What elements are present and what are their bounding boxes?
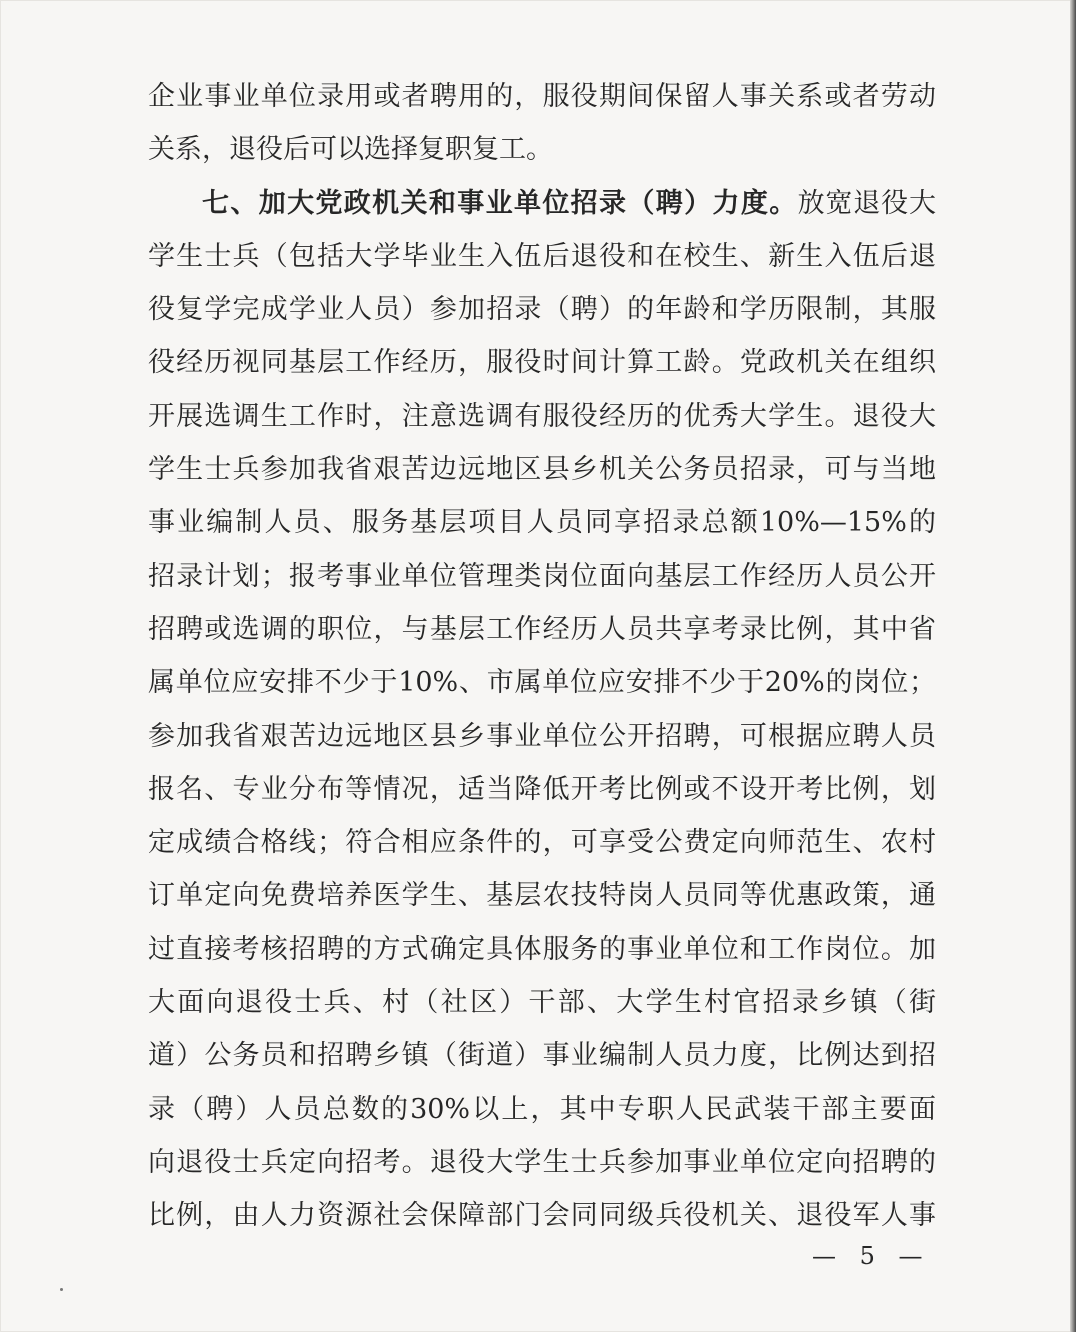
text-line-19: 道）公务员和招聘乡镇（街道）事业编制人员力度，比例达到招 <box>148 1040 936 1072</box>
text-line-20: 录（聘）人员总数的30%以上，其中专职人民武装干部主要面 <box>148 1093 936 1125</box>
scan-speck <box>60 1288 63 1291</box>
text-line-1: 企业事业单位录用或者聘用的，服役期间保留人事关系或者劳动 <box>148 81 936 112</box>
text-line-13: 参加我省艰苦边远地区县乡事业单位公开招聘，可根据应聘人员 <box>148 720 936 752</box>
text-line-9: 事业编制人员、服务基层项目人员同享招录总额10%—15%的 <box>148 507 936 539</box>
text-line-15: 定成绩合格线；符合相应条件的，可享受公费定向师范生、农村 <box>148 827 936 859</box>
text-line-12: 属单位应安排不少于10%、市属单位应安排不少于20%的岗位； <box>148 667 936 699</box>
text-line-16: 订单定向免费培养医学生、基层农技特岗人员同等优惠政策，通 <box>148 880 936 912</box>
text-line-11: 招聘或选调的职位，与基层工作经历人员共享考录比例，其中省 <box>148 613 936 645</box>
text-line-21: 向退役士兵定向招考。退役大学生士兵参加事业单位定向招聘的 <box>148 1146 936 1178</box>
text-line-10: 招录计划；报考事业单位管理类岗位面向基层工作经历人员公开 <box>148 560 936 592</box>
text-line-14: 报名、专业分布等情况，适当降低开考比例或不设开考比例，划 <box>148 773 936 805</box>
text-line-18: 大面向退役士兵、村（社区）干部、大学生村官招录乡镇（街 <box>148 987 936 1019</box>
text-line-22: 比例，由人力资源社会保障部门会同同级兵役机关、退役军人事 <box>148 1200 936 1232</box>
section-heading-rest: 放宽退役大 <box>797 187 936 219</box>
text-line-5: 役复学完成学业人员）参加招录（聘）的年龄和学历限制，其服 <box>148 294 936 326</box>
section-heading: 七、加大党政机关和事业单位招录（聘）力度。 <box>202 187 798 219</box>
text-line-2: 关系，退役后可以选择复职复工。 <box>148 134 553 166</box>
page-number: — 5 — <box>812 1242 931 1270</box>
page-edge-shadow <box>1070 0 1076 1332</box>
text-line-7: 开展选调生工作时，注意选调有服役经历的优秀大学生。退役大 <box>148 400 936 432</box>
text-line-8: 学生士兵参加我省艰苦边远地区县乡机关公务员招录，可与当地 <box>148 454 936 486</box>
text-line-4: 学生士兵（包括大学毕业生入伍后退役和在校生、新生入伍后退 <box>148 240 936 272</box>
text-line-17: 过直接考核招聘的方式确定具体服务的事业单位和工作岗位。加 <box>148 933 936 965</box>
body-text <box>148 70 936 1243</box>
section-heading-line <box>148 177 936 230</box>
text-line-6: 役经历视同基层工作经历，服役时间计算工龄。党政机关在组织 <box>148 347 936 379</box>
